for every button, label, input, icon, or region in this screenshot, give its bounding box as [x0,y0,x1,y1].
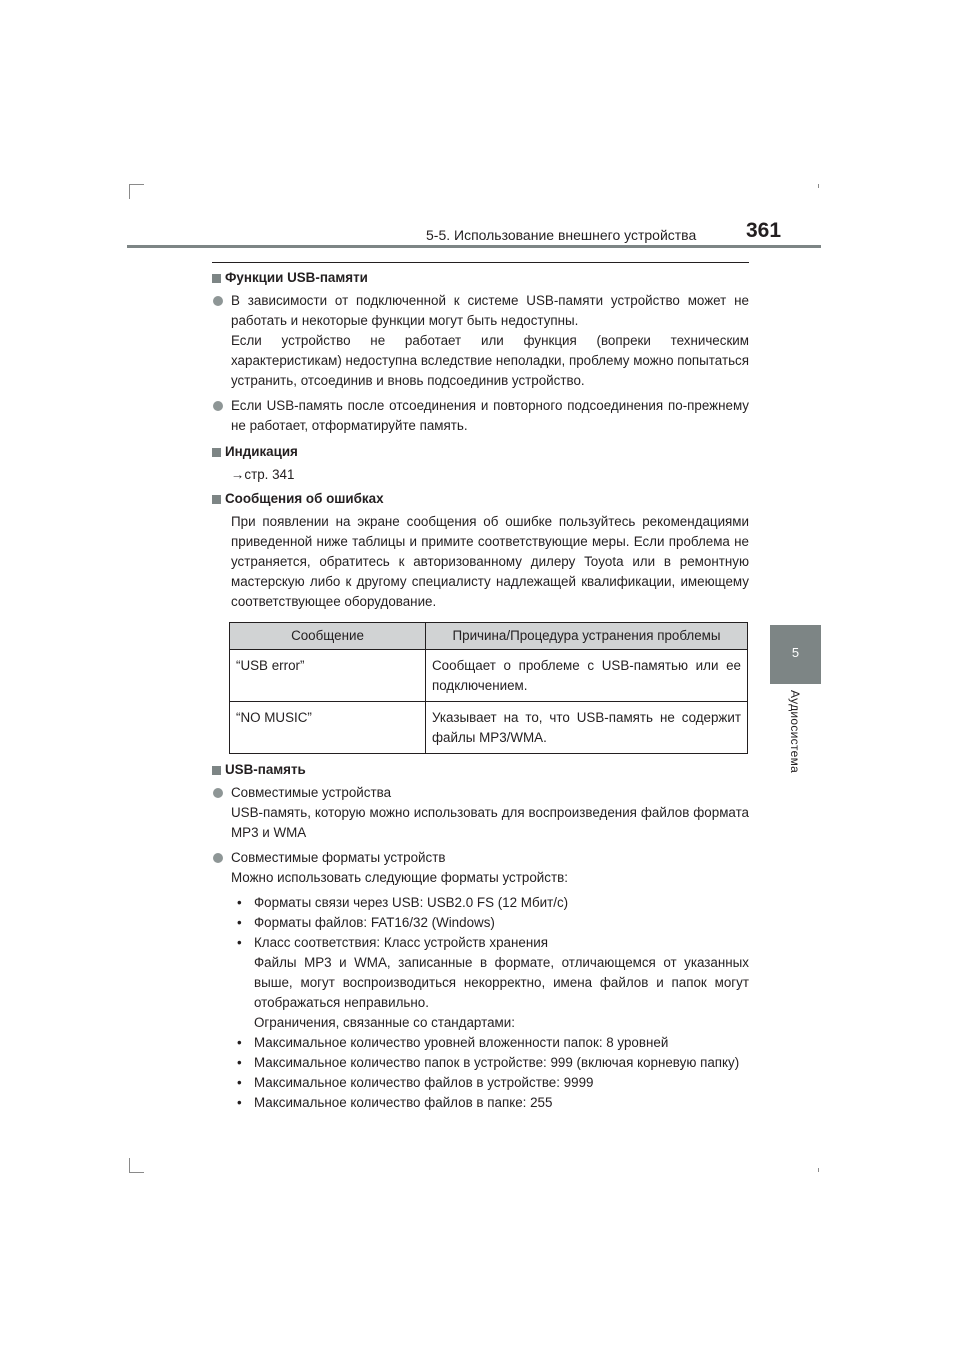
list-item: • Максимальное количество папок в устройстве: 999 (включая корневую папку) [231,1053,749,1073]
page-reference: →стр. 341 [231,467,295,482]
paragraph: Если устройство не работает или функция (вопреки техническим характеристикам) недоступна вследствие неполадки, проблему можно попытаться устранить, отсоединив и вновь подсоединив устройство. [231,333,750,388]
crop-mark-bottom-left-v [129,1158,130,1173]
table-cell: Сообщает о проблеме с USB-памятью или ее подключением. [426,650,748,702]
section-square-icon [212,766,221,775]
bullet-title: Совместимые устройства [231,785,392,800]
section-title: Функции USB-памяти [225,270,368,285]
chapter-side-tab [770,625,821,684]
paragraph: Можно использовать следующие форматы устройств: [231,870,568,885]
paragraph: В зависимости от подключенной к системе USB-памяти устройство может не работать и некоторые функции могут быть недоступны. [231,293,749,328]
crop-mark-bottom-left-h [129,1172,144,1173]
table-row [230,702,748,754]
table-cell: “USB error” [230,650,426,702]
paragraph: При появлении на экране сообщения об ошибке пользуйтесь рекомендациями приведенной ниже таблицы и примите соответствующие меры. Если проблема не устраняется, обратитесь к авторизованному дилеру Toyota или в ремонтную мастерскую либо к другому специалисту надлежащей квалификации, имеющему соответствующее оборудование. [231,514,749,609]
table-header-cell: Сообщение [230,623,426,650]
page-number: 361 [746,219,782,242]
table-cell: Указывает на то, что USB-память не содержит файлы MP3/WMA. [426,702,748,754]
table-cell: “NO MUSIC” [230,702,426,754]
page-content [212,266,749,1113]
crop-mark-top-left-v [129,184,130,199]
list-item [212,291,749,391]
content-top-rule [212,262,749,263]
bullet-dot-icon [213,853,223,863]
bullet-title: Совместимые форматы устройств [231,850,446,865]
section-title: Индикация [225,444,298,459]
error-messages-table [229,622,748,754]
list-item [212,783,749,843]
section-indication-heading [212,442,749,462]
section-square-icon [212,448,221,457]
list-item: • Форматы связи через USB: USB2.0 FS (12 Мбит/с) [231,893,749,913]
section-square-icon [212,274,221,283]
list-item: • Максимальное количество уровней вложенности папок: 8 уровней [231,1033,749,1053]
section-title: Сообщения об ошибках [225,491,384,506]
bullet-dot-icon [213,788,223,798]
section-title: USB-память [225,762,306,777]
list-item: • Максимальное количество файлов в устройстве: 9999 [231,1073,749,1093]
table-header-cell: Причина/Процедура устранения проблемы [426,623,748,650]
section-square-icon [212,495,221,504]
list-item: • Форматы файлов: FAT16/32 (Windows) [231,913,749,933]
bullet-dot-icon [213,296,223,306]
paragraph: Файлы MP3 и WMA, записанные в формате, отличающемся от указанных выше, могут воспроизводиться некорректно, имена файлов и папок могут отображаться неправильно. [254,955,749,1010]
paragraph: Ограничения, связанные со стандартами: [254,1015,515,1030]
list-item: • Максимальное количество файлов в папке: 255 [231,1093,749,1113]
crop-mark-top-right [818,184,819,188]
crop-mark-top-left-h [129,184,144,185]
paragraph: USB-память, которую можно использовать для воспроизведения файлов формата MP3 и WMA [231,805,749,840]
paragraph: Если USB-память после отсоединения и повторного подсоединения по-прежнему не работает, отформатируйте память. [231,398,749,433]
table-row [230,650,748,702]
format-list [212,893,749,1113]
list-item [212,396,749,436]
chapter-title: 5-5. Использование внешнего устройства [426,227,697,243]
chapter-number: 5 [791,645,800,660]
section-usb-memory-heading [212,760,749,780]
section-errors-heading [212,489,749,509]
bullet-dot-icon [213,401,223,411]
chapter-side-label: Аудиосистема [788,690,802,774]
section-usb-functions-heading [212,268,749,288]
list-item: • Класс соответствия: Класс устройств хранения [231,933,749,953]
crop-mark-bottom-right [818,1168,819,1172]
header-rule [127,245,821,248]
table-header-row [230,623,748,650]
list-item [212,848,749,888]
